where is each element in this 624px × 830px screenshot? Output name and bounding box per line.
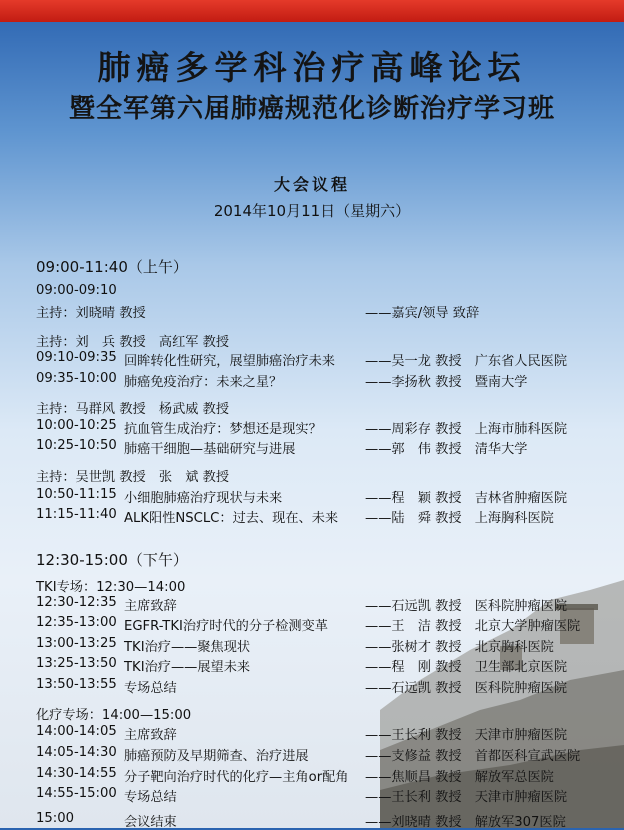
top-red-banner xyxy=(0,0,624,22)
agenda-speaker: ——石远凯 教授 医科院肿瘤医院 xyxy=(365,599,568,614)
agenda-time: 14:00-14:05 xyxy=(36,724,117,739)
agenda-topic: 主席致辞 xyxy=(124,728,177,743)
agenda-time: 10:50-11:15 xyxy=(36,487,117,502)
agenda-topic: 肺癌免疫治疗：未来之星？ xyxy=(124,375,283,390)
agenda-time: 09:35-10:00 xyxy=(36,371,117,386)
agenda-speaker: ——焦顺昌 教授 解放军总医院 xyxy=(365,770,554,785)
agenda-topic: 小细胞肺癌治疗现状与未来 xyxy=(124,491,283,506)
subtitle: 暨全军第六届肺癌规范化诊断治疗学习班 xyxy=(68,94,555,124)
agenda-time: 09:00-09:10 xyxy=(36,283,117,298)
agenda-topic: 肺癌预防及早期筛查、治疗进展 xyxy=(124,749,309,764)
agenda-time: 13:50-13:55 xyxy=(36,677,117,692)
agenda-time: 10:00-10:25 xyxy=(36,418,117,433)
agenda-time: 09:10-09:35 xyxy=(36,350,117,365)
agenda-time: 主持：刘 兵 教授 高红军 教授 xyxy=(36,335,230,350)
agenda-time: 12:30-12:35 xyxy=(36,595,117,610)
agenda-topic: 主席致辞 xyxy=(124,599,177,614)
agenda-topic: EGFR-TKI治疗时代的分子检测变革 xyxy=(124,619,328,634)
agenda-speaker: ——郭 伟 教授 清华大学 xyxy=(365,442,528,457)
agenda-speaker: ——陆 舜 教授 上海胸科医院 xyxy=(365,511,554,526)
agenda-speaker: ——王长利 教授 天津市肿瘤医院 xyxy=(365,790,568,805)
agenda-speaker: ——张树才 教授 北京胸科医院 xyxy=(365,640,554,655)
agenda-time: 主持：马群风 教授 杨武威 教授 xyxy=(36,402,230,417)
agenda-speaker: ——程 刚 教授 卫生部北京医院 xyxy=(365,660,568,675)
agenda-speaker: ——王长利 教授 天津市肿瘤医院 xyxy=(365,728,568,743)
agenda-time: 14:55-15:00 xyxy=(36,786,117,801)
agenda-time: TKI专场：12:30—14:00 xyxy=(36,580,186,595)
agenda-topic: 分子靶向治疗时代的化疗—主角or配角 xyxy=(124,770,349,785)
agenda-topic: TKI治疗——展望未来 xyxy=(124,660,251,675)
agenda-speaker: ——周彩存 教授 上海市肺科医院 xyxy=(365,422,568,437)
agenda-time: 主持：吴世凯 教授 张 斌 教授 xyxy=(36,470,230,485)
agenda-speaker: ——李扬秋 教授 暨南大学 xyxy=(365,375,528,390)
agenda-speaker: ——程 颖 教授 吉林省肿瘤医院 xyxy=(365,491,568,506)
agenda-topic: TKI治疗——聚焦现状 xyxy=(124,640,251,655)
agenda-topic: 专场总结 xyxy=(124,790,177,805)
session-heading: 12:30-15:00（下午） xyxy=(36,551,188,569)
main-title: 肺癌多学科治疗高峰论坛 xyxy=(97,48,527,87)
agenda-time: 13:25-13:50 xyxy=(36,656,117,671)
agenda-time: 12:35-13:00 xyxy=(36,615,117,630)
agenda-time: 11:15-11:40 xyxy=(36,507,117,522)
agenda-time: 13:00-13:25 xyxy=(36,636,117,651)
agenda-topic: 专场总结 xyxy=(124,681,177,696)
agenda-topic: 会议结束 xyxy=(124,815,177,830)
agenda-topic: 抗血管生成治疗：梦想还是现实？ xyxy=(124,422,322,437)
agenda-speaker: ——石远凯 教授 医科院肿瘤医院 xyxy=(365,681,568,696)
agenda-speaker: ——吴一龙 教授 广东省人民医院 xyxy=(365,354,568,369)
agenda-topic: ALK阳性NSCLC：过去、现在、未来 xyxy=(124,511,339,526)
agenda-heading: 大会议程 xyxy=(273,175,350,194)
session-heading: 09:00-11:40（上午） xyxy=(36,258,188,276)
agenda-time: 主持：刘晓晴 教授 xyxy=(36,306,146,321)
agenda-time: 14:30-14:55 xyxy=(36,766,117,781)
agenda-time: 10:25-10:50 xyxy=(36,438,117,453)
agenda-date: 2014年10月11日（星期六） xyxy=(213,202,411,220)
agenda-topic: 回眸转化性研究，展望肺癌治疗未来 xyxy=(124,354,335,369)
agenda-speaker: ——王 洁 教授 北京大学肿瘤医院 xyxy=(365,619,581,634)
agenda-speaker: ——支修益 教授 首都医科宣武医院 xyxy=(365,749,581,764)
agenda-topic: 肺癌干细胞—基础研究与进展 xyxy=(124,442,296,457)
agenda-time: 14:05-14:30 xyxy=(36,745,117,760)
agenda-time: 化疗专场：14:00—15:00 xyxy=(36,708,192,723)
agenda-time: 15:00 xyxy=(36,811,75,826)
agenda-speaker: ——嘉宾/领导 致辞 xyxy=(365,306,480,321)
agenda-speaker: ——刘晓晴 教授 解放军307医院 xyxy=(365,815,566,830)
